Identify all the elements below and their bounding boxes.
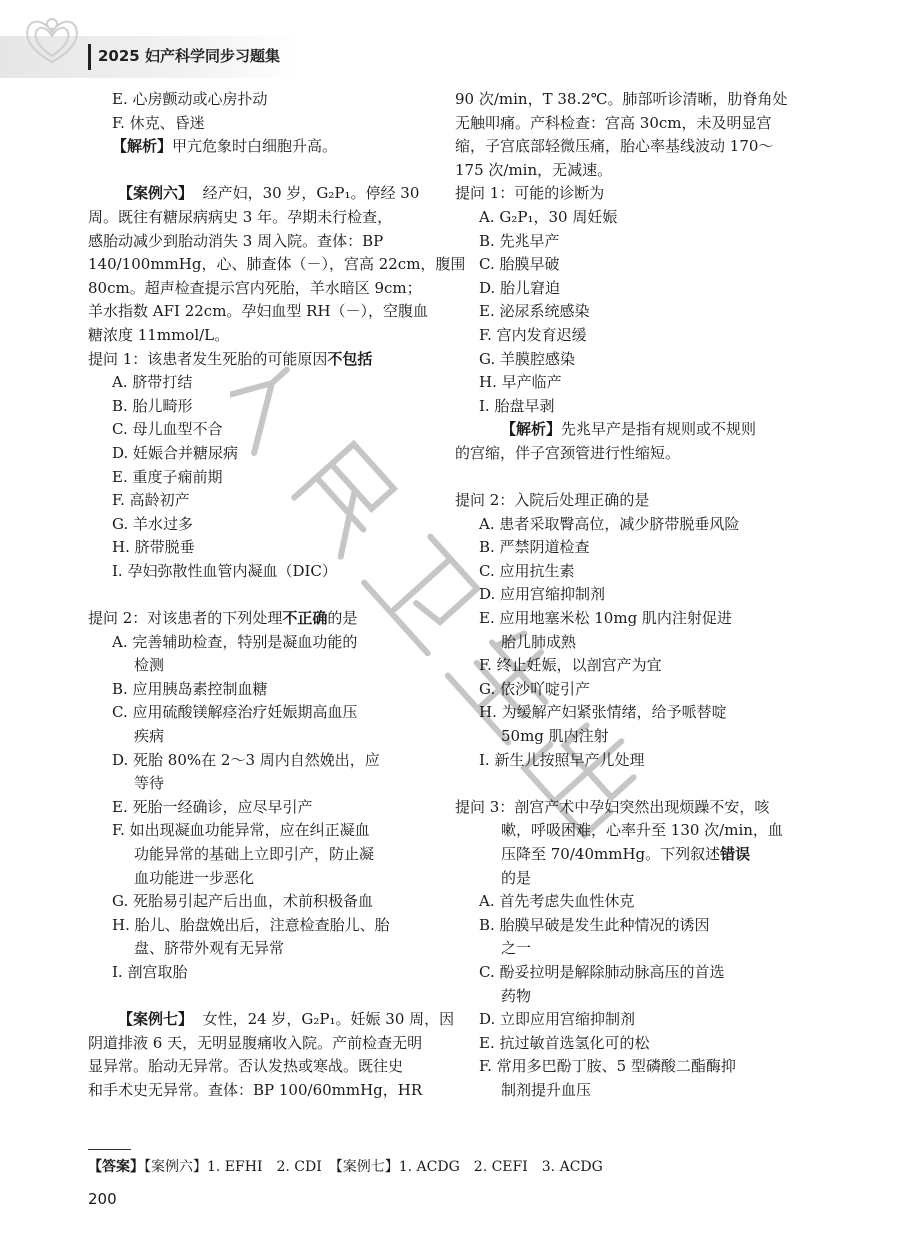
option-continued: 盘、脐带外观有无异常	[134, 939, 285, 958]
option-continued: 制剂提升血压	[501, 1080, 592, 1099]
answer-label: 【答案】	[88, 1159, 144, 1175]
case-text: 周。既往有糖尿病病史 3 年。孕期未行检查，	[88, 207, 393, 226]
option: C. 酚妥拉明是解除肺动脉高压的首选	[479, 962, 725, 981]
option: I. 孕妇弥散性血管内凝血（DIC）	[112, 561, 337, 580]
option-continued: 药物	[501, 986, 532, 1005]
question-emphasis: 错误	[720, 845, 751, 863]
right-column	[455, 88, 797, 1103]
option: H. 脐带脱垂	[112, 538, 195, 557]
page-header	[0, 0, 900, 80]
option: E. 抗过敏首选氢化可的松	[479, 1033, 650, 1052]
option: B. 胎膜早破是发生此种情况的诱因	[479, 915, 710, 934]
left-column	[88, 88, 466, 1103]
option-continued: 等待	[134, 774, 165, 793]
analysis	[455, 418, 797, 442]
option: F. 终止妊娠，以剖宫产为宜	[479, 656, 662, 675]
case-text: 感胎动减少到胎动消失 3 周入院。查体：BP	[88, 231, 384, 250]
question-text: 提问 2：对该患者的下列处理	[88, 609, 283, 628]
option-continued: 血功能进一步恶化	[134, 868, 255, 887]
case-text: 缩，子宫底部轻微压痛，胎心率基线波动 170～	[455, 137, 774, 156]
option: A. 脐带打结	[112, 373, 193, 392]
case-label: 【案例七】	[118, 1010, 194, 1029]
option: F. 常用多巴酚丁胺、5 型磷酸二酯酶抑	[479, 1057, 736, 1076]
option: B. 先兆早产	[479, 231, 560, 250]
option: E. 死胎一经确诊，应尽早引产	[112, 797, 313, 816]
option-continued: 胎儿肺成熟	[501, 632, 577, 651]
option: H. 早产临产	[479, 373, 562, 392]
analysis-text: 先兆早产是指有规则或不规则	[561, 420, 757, 439]
question-text: 的是	[501, 868, 532, 887]
case-text: 无触叩痛。产科检查：宫高 30cm，未及明显宫	[455, 113, 772, 132]
answer-key	[88, 1156, 603, 1176]
case-intro	[88, 1008, 455, 1032]
option: I. 胎盘早剥	[479, 396, 555, 415]
option: F. 宫内发育迟缓	[479, 325, 587, 344]
option: G. 羊膜腔感染	[479, 349, 575, 368]
option: H. 为缓解产妇紧张情绪，给予哌替啶	[479, 703, 727, 722]
analysis-text: 甲亢危象时白细胞升高。	[172, 137, 338, 156]
option: G. 依沙吖啶引产	[479, 679, 590, 698]
option: A. 患者采取臀高位，减少脐带脱垂风险	[479, 514, 740, 533]
header-divider	[88, 44, 91, 70]
question-emphasis: 不正确	[282, 609, 328, 628]
option-continued: 检测	[134, 656, 165, 675]
option: C. 应用硫酸镁解痉治疗妊娠期高血压	[112, 703, 358, 722]
option: D. 应用宫缩抑制剂	[479, 585, 606, 604]
case-text: 经产妇，30 岁，G₂P₁。停经 30	[202, 184, 420, 203]
option: E. 心房颤动或心房扑动	[112, 90, 268, 108]
option: A. 首先考虑失血性休克	[479, 892, 635, 911]
option: B. 严禁阴道检查	[479, 538, 590, 557]
footer-rule	[88, 1149, 131, 1150]
case-text: 175 次/min，无减速。	[455, 160, 613, 179]
option: C. 胎膜早破	[479, 255, 560, 274]
option: G. 羊水过多	[112, 514, 193, 533]
option-continued: 功能异常的基础上立即引产，防止凝	[134, 845, 375, 863]
case-text: 和手术史无异常。查体：BP 100/60mmHg，HR	[88, 1080, 423, 1099]
case-intro	[88, 182, 426, 206]
page-number: 200	[88, 1190, 117, 1208]
option: G. 死胎易引起产后出血，术前积极备血	[112, 892, 373, 911]
option: D. 立即应用宫缩抑制剂	[479, 1010, 636, 1029]
case-text: 80cm。超声检查提示宫内死胎，羊水暗区 9cm；	[88, 278, 422, 297]
case-text: 90 次/min，T 38.2℃。肺部听诊清晰，肋脊角处	[455, 90, 788, 108]
option: D. 妊娠合并糖尿病	[112, 443, 239, 462]
question-text: 提问 1：该患者发生死胎的可能原因	[88, 349, 328, 368]
analysis-text: 的宫缩，伴子宫颈管进行性缩短。	[455, 443, 681, 462]
question-text: 压降至 70/40mmHg。下列叙述	[501, 845, 721, 863]
option: E. 重度子痫前期	[112, 467, 223, 486]
question	[88, 607, 426, 631]
option: I. 新生儿按照早产儿处理	[479, 750, 645, 769]
analysis	[88, 135, 426, 159]
book-title: 2025 妇产科学同步习题集	[98, 47, 280, 65]
case-text: 140/100mmHg，心、肺查体（－），宫高 22cm，腹围	[88, 255, 466, 274]
option: F. 休克、昏迷	[112, 113, 205, 132]
case-text: 显异常。胎动无异常。否认发热或寒战。既往史	[88, 1057, 404, 1076]
question	[455, 843, 797, 867]
option: D. 胎儿窘迫	[479, 278, 561, 297]
option-continued: 之一	[501, 939, 532, 958]
question-text: 嗽，呼吸困难，心率升至 130 次/min，血	[501, 821, 783, 840]
option: A. G₂P₁，30 周妊娠	[479, 207, 618, 226]
option: E. 泌尿系统感染	[479, 302, 590, 321]
case-text: 羊水指数 AFI 22cm。孕妇血型 RH（－），空腹血	[88, 302, 429, 321]
option: F. 高龄初产	[112, 491, 190, 510]
question-text: 的是	[327, 609, 358, 628]
case-text: 糖浓度 11mmol/L。	[88, 325, 230, 344]
question: 提问 1：可能的诊断为	[455, 184, 605, 203]
option: F. 如出现凝血功能异常，应在纠正凝血	[112, 821, 370, 840]
option: B. 胎儿畸形	[112, 396, 193, 415]
option: C. 母儿血型不合	[112, 420, 223, 439]
option: A. 完善辅助检查，特别是凝血功能的	[112, 632, 358, 651]
answer-text: 【案例六】1. EFHI 2. CDI 【案例七】1. ACDG 2. CEFI 3. ACDG	[144, 1159, 603, 1175]
option-continued: 50mg 肌内注射	[501, 727, 609, 746]
case-label: 【案例六】	[118, 184, 194, 203]
option: B. 应用胰岛素控制血糖	[112, 679, 268, 698]
option-continued: 疾病	[134, 727, 165, 746]
analysis-label: 【解析】	[501, 420, 562, 439]
analysis-label: 【解析】	[112, 137, 173, 156]
question	[88, 348, 426, 372]
option: D. 死胎 80%在 2～3 周内自然娩出，应	[112, 750, 380, 769]
question-emphasis: 不包括	[327, 349, 373, 368]
case-text: 阴道排液 6 天，无明显腹痛收入院。产前检查无明	[88, 1033, 423, 1052]
option: E. 应用地塞米松 10mg 肌内注射促进	[479, 609, 732, 628]
option: I. 剖宫取胎	[112, 962, 188, 981]
option: C. 应用抗生素	[479, 561, 575, 580]
case-text: 女性，24 岁，G₂P₁。妊娠 30 周，因	[202, 1010, 455, 1029]
option: H. 胎儿、胎盘娩出后，注意检查胎儿、胎	[112, 915, 390, 934]
question: 提问 2：入院后处理正确的是	[455, 491, 650, 510]
book-logo-icon	[14, 12, 90, 70]
question-text: 提问 3：剖宫产术中孕妇突然出现烦躁不安，咳	[455, 797, 770, 816]
